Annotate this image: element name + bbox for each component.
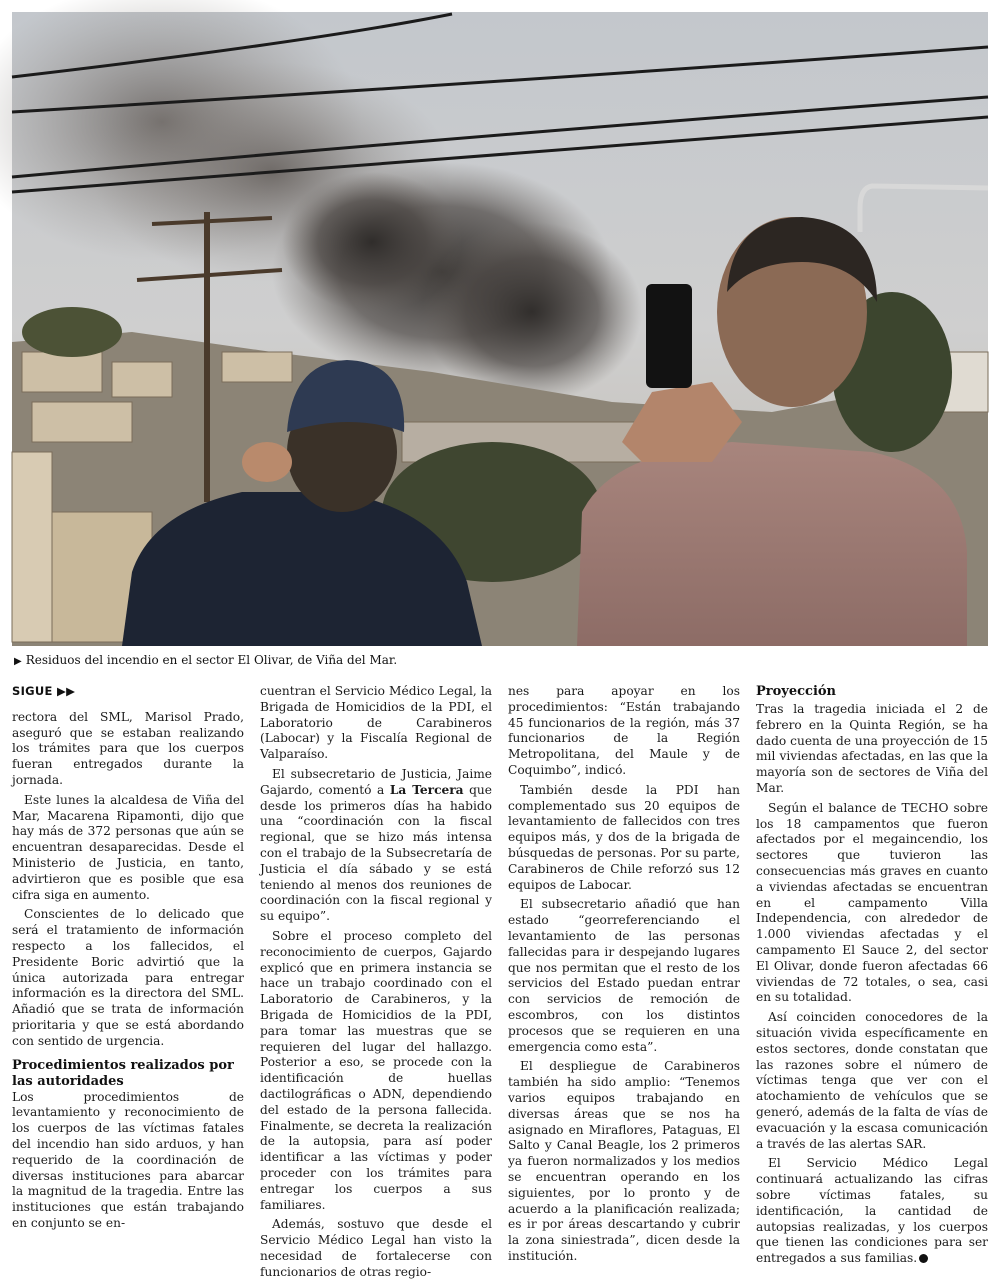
caption-marker-icon: ▶ bbox=[14, 656, 22, 667]
photo-caption bbox=[14, 652, 714, 670]
article-column-1 bbox=[12, 684, 244, 1236]
paragraph-text: El Servicio Médico Legal continuará actualizando las cifras sobre víctimas fatales, su identificación, la cantidad de autopsias realizadas, y los cuerpos que tienen las condiciones para ser entregados a sus familias. bbox=[756, 1156, 988, 1266]
paragraph: El subsecretario añadió que han estado “georreferenciando el levantamiento de las personas fallecidas para ir despejando lugares que nos permitan que el resto de los servicios del Estado puedan entrar con servicios de remoción de escombros, con los distintos procesos que se requieren en una emergencia como esta”. bbox=[508, 897, 740, 1054]
continued-label: SIGUE ▶▶ bbox=[12, 684, 76, 698]
paragraph: Este lunes la alcaldesa de Viña del Mar, Macarena Ripamonti, dijo que hay más de 372 personas que aún se encuentran desaparecidas. Desde el Ministerio de Justicia, en tanto, advirtieron que es posible que esa cifra siga en aumento. bbox=[12, 792, 244, 902]
paragraph: Además, sostuvo que desde el Servicio Médico Legal han visto la necesidad de fortalecerse con funcionarios de otras regio- bbox=[260, 1217, 492, 1279]
paragraph: rectora del SML, Marisol Prado, aseguró que se estaban realizando los trámites para que los cuerpos fueran entregados durante la jornada. bbox=[12, 709, 244, 787]
article-column-3 bbox=[508, 684, 740, 1269]
paragraph bbox=[260, 767, 492, 925]
article-column-4 bbox=[756, 684, 988, 1271]
fire-smoke-photo bbox=[12, 12, 988, 646]
paragraph-text: El subsecretario de Justicia, Jaime Gajardo, comentó a bbox=[260, 766, 492, 797]
paragraph: Conscientes de lo delicado que será el tratamiento de información respecto a los fallecidos, el Presidente Boric advirtió que la única autorizada para entregar información es la directora del SML. Añadió que se trata de información prioritaria y que se está abordando con sentido de urgencia. bbox=[12, 907, 244, 1048]
phone bbox=[646, 284, 692, 388]
paragraph: nes para apoyar en los procedimientos: “Están trabajando 45 funcionarios de la región, más 37 funcionarios de la Región Metropolitana, del Maule y de Coquimbo”, indicó. bbox=[508, 684, 740, 777]
article-column-2 bbox=[260, 684, 492, 1284]
photo-illustration bbox=[12, 12, 988, 646]
paragraph: Según el balance de TECHO sobre los 18 campamentos que fueron afectados por el megaincendio, los sectores que tuvieron las consecuencias más graves en cuanto a viviendas afectadas se encuentran en el campamento Villa Independencia, con alrededor de 1.000 viviendas afectadas y el campamento El Sauce 2, del sector El Olivar, donde fueron afectadas 66 viviendas de 72 totales, o sea, casi en su totalidad. bbox=[756, 800, 988, 1005]
end-of-article-icon bbox=[919, 1254, 928, 1263]
paragraph: También desde la PDI han complementado sus 20 equipos de levantamiento de fallecidos con tres equipos más, y dos de la brigada de búsquedas de personas. Por su parte, Carabineros de Chile reforzó sus 12 equipos de Labocar. bbox=[508, 782, 741, 892]
paragraph bbox=[756, 1156, 988, 1267]
paragraph: Sobre el proceso completo del reconocimiento de cuerpos, Gajardo explicó que en primera instancia se hace un trabajo coordinado con el Laboratorio de Carabineros, y la Brigada de Homicidios de la PDI, para tomar las muestras que se requieren del lugar del hallazgo. Posterior a eso, se procede con la identificación de huellas dactilográficas o ADN, dependiendo del estado de la persona fallecida. Finalmente, se decreta la realización de la autopsia, para así poder identificar a las víctimas y poder proceder con los trámites para entregar los cuerpos a sus familiares. bbox=[260, 928, 492, 1212]
section-heading: Proyección bbox=[756, 684, 837, 699]
paragraph: cuentran el Servicio Médico Legal, la Brigada de Homicidios de la PDI, el Laboratorio de Carabineros (Labocar) y la Fiscalía Regional de Valparaíso. bbox=[260, 684, 492, 762]
paragraph: Los procedimientos de levantamiento y reconocimiento de los cuerpos de las víctimas fatales del incendio han sido arduos, y han requerido de la coordinación de diversas instituciones para abarcar la magnitud de la tragedia. Entre las instituciones que están trabajando en conjunto se en- bbox=[12, 1089, 244, 1230]
caption-text: Residuos del incendio en el sector El Olivar, de Viña del Mar. bbox=[25, 653, 398, 667]
paragraph: Así coinciden conocedores de la situación vivida específicamente en estos sectores, donde constatan que las razones sobre el número de víctimas tenga que ver con el atochamiento de vehículos que se generó, además de la falta de vías de evacuación y la escasa comunicación a través de las alertas SAR. bbox=[756, 1010, 988, 1151]
paragraph-text: que desde los primeros días ha habido una “coordinación con la fiscal regional, que se hizo más intensa con el trabajo de la Subsecretaría de Justicia el día sábado y se está teniendo al menos dos reuniones de coordinación con la fiscal regional y su equipo”. bbox=[260, 782, 492, 924]
publication-name: La Tercera bbox=[389, 782, 464, 797]
paragraph: El despliegue de Carabineros también ha sido amplio: “Tenemos varios equipos trabajando en diversas áreas que se nos ha asignado en Miraflores, Pataguas, El Salto y Canal Beagle, los 2 primeros ya fueron normalizados y los medios se encuentran operando en los siguientes, por lo pronto y de acuerdo a la planificación realizada; es ir por áreas descartando y cubrir la zona siniestrada”, dicen desde la institución. bbox=[508, 1059, 740, 1263]
paragraph: Tras la tragedia iniciada el 2 de febrero en la Quinta Región, se ha dado cuenta de una proyección de 15 mil viviendas afectadas, en las que la mayoría son de sectores de Viña del Mar. bbox=[756, 702, 988, 795]
section-heading: Procedimientos realizados por las autoridades bbox=[12, 1057, 234, 1089]
